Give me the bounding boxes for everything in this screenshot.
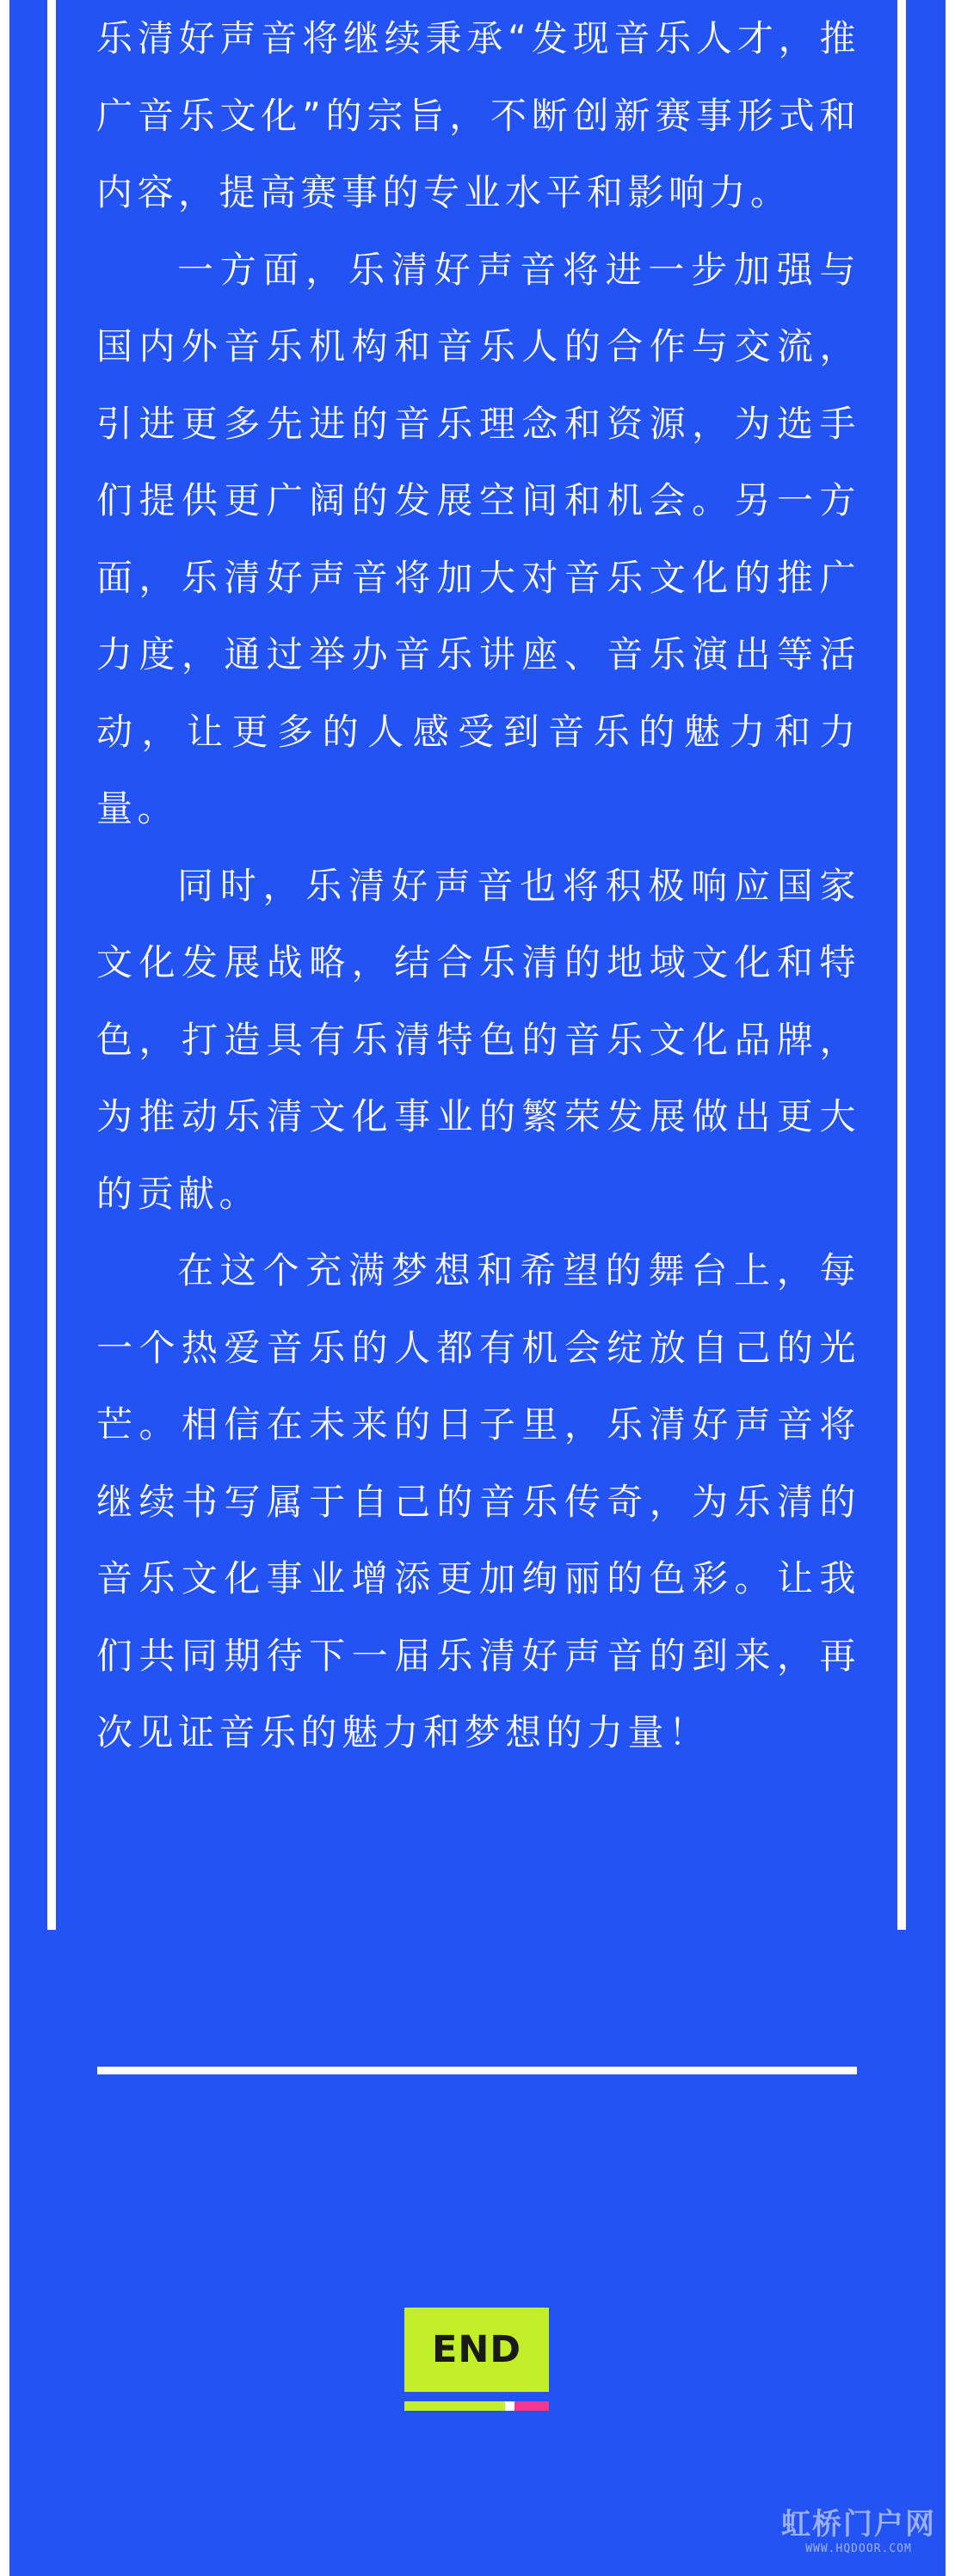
end-badge bbox=[404, 2308, 549, 2392]
article-body bbox=[96, 0, 860, 1772]
watermark bbox=[781, 2500, 936, 2555]
end-badge-underline bbox=[404, 2401, 549, 2411]
underline-lime-segment bbox=[404, 2401, 505, 2411]
paragraph-1: 乐清好声音将继续秉承“发现音乐人才，推广音乐文化”的宗旨，不断创新赛事形式和内容，提高赛事的专业水平和影响力。 bbox=[96, 17, 860, 213]
watermark-url: WWW.HQDOOR.COM bbox=[805, 2542, 912, 2555]
paragraph-4: 在这个充满梦想和希望的舞台上，每一个热爱音乐的人都有机会绽放自己的光芒。相信在未来的日子里，乐清好声音将继续书写属于自己的音乐传奇，为乐清的音乐文化事业增添更加绚丽的色彩。让我们共同期待下一届乐清好声音的到来，再次见证音乐的魅力和梦想的力量！ bbox=[96, 1249, 860, 1753]
frame-left-border bbox=[47, 0, 56, 1930]
watermark-title: 虹桥门户网 bbox=[781, 2507, 936, 2542]
paragraph-2: 一方面，乐清好声音将进一步加强与国内外音乐机构和音乐人的合作与交流，引进更多先进的音乐理念和资源，为选手们提供更广阔的发展空间和机会。另一方面，乐清好声音将加大对音乐文化的推广力度，通过举办音乐讲座、音乐演出等活动，让更多的人感受到音乐的魅力和力量。 bbox=[96, 248, 860, 829]
frame-right-border bbox=[897, 0, 906, 1930]
underline-white-segment bbox=[505, 2401, 514, 2411]
underline-pink-segment bbox=[514, 2401, 549, 2411]
paragraph-3: 同时，乐清好声音也将积极响应国家文化发展战略，结合乐清的地域文化和特色，打造具有乐清特色的音乐文化品牌，为推动乐清文化事业的繁荣发展做出更大的贡献。 bbox=[96, 864, 860, 1215]
end-badge-label: END bbox=[431, 2328, 522, 2371]
section-divider bbox=[97, 2067, 857, 2074]
